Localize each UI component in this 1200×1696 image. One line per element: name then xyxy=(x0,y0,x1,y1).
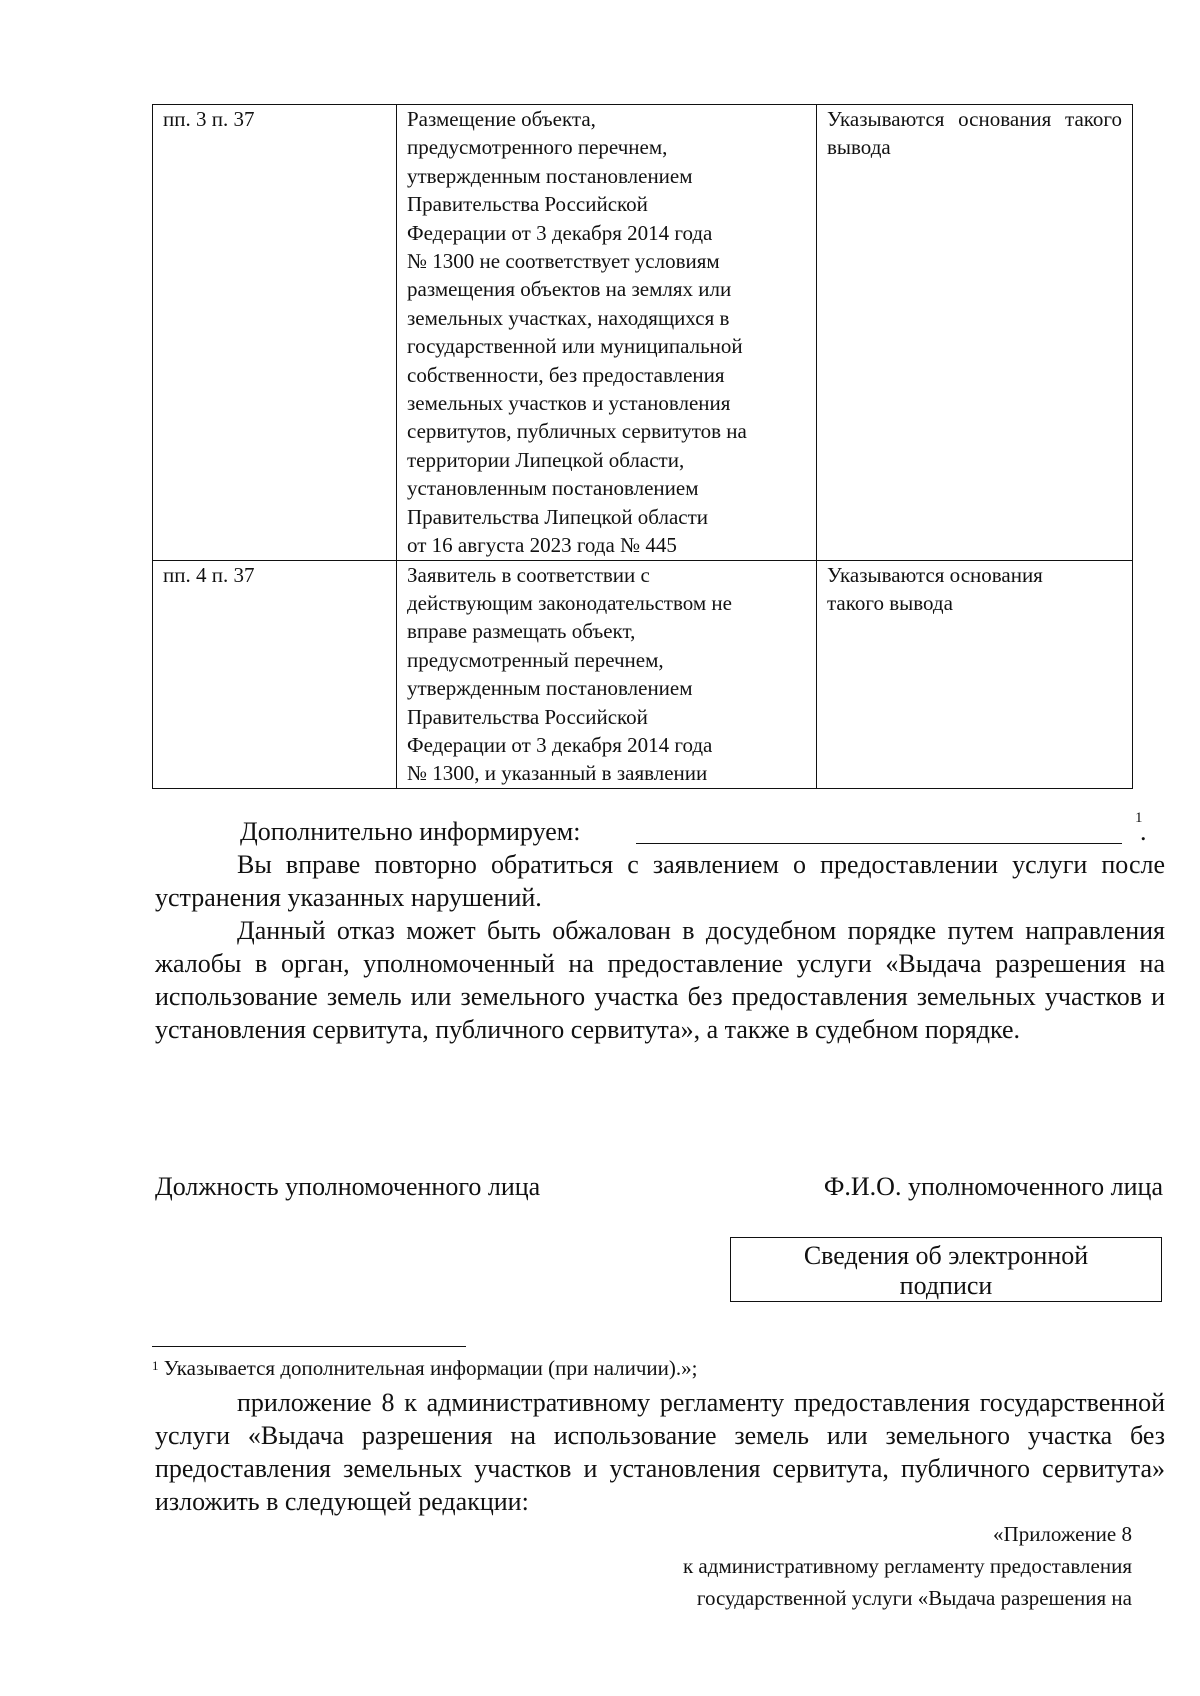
footnote-text: Указывается дополнительная информации (при наличии).»; xyxy=(158,1356,698,1380)
esig-text-line2: подписи xyxy=(899,1271,993,1300)
paragraph-reapply: Вы вправе повторно обратиться с заявлением о предоставлении услуги после устранения указанных нарушений. xyxy=(155,850,1165,912)
signatory-name-label: Ф.И.О. уполномоченного лица xyxy=(823,1172,1163,1201)
appendix-header-line3: государственной услуги «Выдача разрешения на xyxy=(696,1586,1132,1610)
footnote-reference-mark: 1 xyxy=(1135,810,1143,826)
table-cell-ref: пп. 4 п. 37 xyxy=(153,560,397,788)
table-cell-ref: пп. 3 п. 37 xyxy=(153,105,397,561)
table-row xyxy=(153,560,1133,788)
additional-info-blank-line xyxy=(636,843,1122,844)
appendix-header-line2: к административному регламенту предоставления xyxy=(682,1554,1132,1578)
table-row xyxy=(153,105,1133,561)
esig-text-line1: Сведения об электронной xyxy=(803,1241,1089,1270)
footnote xyxy=(152,1355,697,1381)
table-cell-reason: Заявитель в соответствии с действующим законодательством не вправе размещать объект, предусмотренный перечнем, утвержденным постановлением Правительства Российской Федерации от 3 декабря 2014 года № 1300, и указанный в заявлении xyxy=(397,560,817,788)
appendix-header-line1: «Приложение 8 xyxy=(993,1522,1132,1546)
paragraph-appeal: Данный отказ может быть обжалован в досудебном порядке путем направления жалобы в орган, уполномоченный на предоставление услуги «Выдача разрешения на использование земель или земельного участка без предоставления земельных участков и установления сервитута, публичного сервитута», а также в судебном порядке. xyxy=(155,916,1165,1044)
sentence-end-period: . xyxy=(1140,817,1147,846)
table-cell-explanation: Указываются основания такого вывода xyxy=(817,560,1133,788)
additional-info-label: Дополнительно информируем: xyxy=(240,817,581,846)
table-cell-explanation: Указываются основания такого вывода xyxy=(817,105,1133,561)
amendment-paragraph: приложение 8 к административному регламенту предоставления государственной услуги «Выдача разрешения на использование земель или земельного участка без предоставления земельных участков и установления сервитута, публичного сервитута» изложить в следующей редакции: xyxy=(155,1388,1165,1516)
footnote-separator xyxy=(152,1346,466,1347)
signatory-position-label: Должность уполномоченного лица xyxy=(155,1172,541,1201)
footnote-mark: 1 xyxy=(152,1358,159,1373)
electronic-signature-box xyxy=(730,1237,1162,1302)
grounds-table xyxy=(152,104,1133,789)
table-cell-reason: Размещение объекта, предусмотренного перечнем, утвержденным постановлением Правительства Российской Федерации от 3 декабря 2014 года № 1300 не соответствует условиям размещения объектов на землях или земельных участках, находящихся в государственной или муниципальной собственности, без предоставления земельных участков и установления сервитутов, публичных сервитутов на территории Липецкой области, установленным постановлением Правительства Липецкой области от 16 августа 2023 года № 445 xyxy=(397,105,817,561)
